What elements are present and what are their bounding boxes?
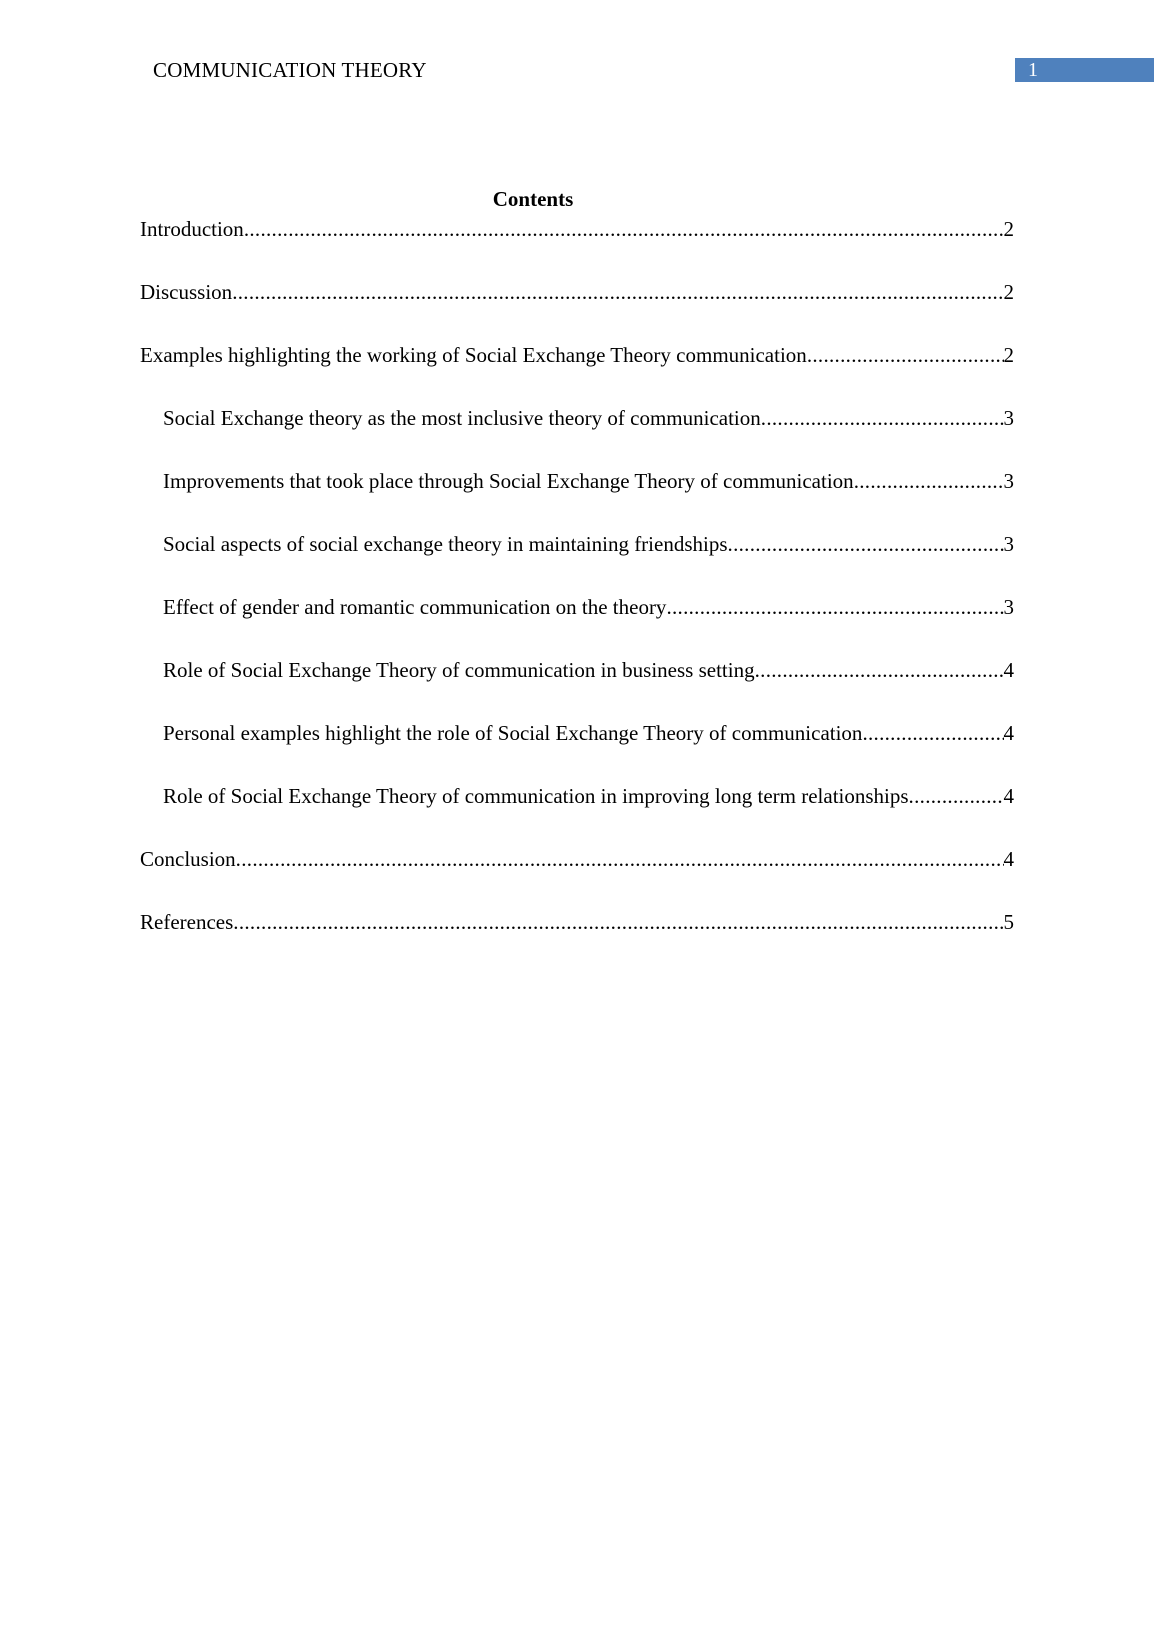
toc-entry-text: Introduction bbox=[140, 217, 244, 241]
toc-page-number: 4 bbox=[1003, 721, 1014, 745]
toc-entry-personal-examples[interactable] bbox=[140, 720, 1014, 783]
toc-dot-leader bbox=[244, 216, 1004, 242]
toc-page-number: 3 bbox=[1003, 532, 1014, 556]
toc-page-number: 4 bbox=[1003, 847, 1014, 871]
toc-entry-text: Personal examples highlight the role of Social Exchange Theory of communication bbox=[163, 721, 863, 745]
toc-entry-inclusive-theory[interactable] bbox=[140, 405, 1014, 468]
toc-entry-text: Improvements that took place through Social Exchange Theory of communication bbox=[163, 469, 854, 493]
toc-dot-leader bbox=[755, 657, 1004, 683]
toc-dot-leader bbox=[236, 846, 1004, 872]
toc-entry-long-term-relationships[interactable] bbox=[140, 783, 1014, 846]
toc-page-number: 5 bbox=[1003, 910, 1014, 934]
toc-dot-leader bbox=[909, 783, 1004, 809]
toc-page-number: 2 bbox=[1003, 343, 1014, 367]
toc-entry-business-setting[interactable] bbox=[140, 657, 1014, 720]
toc-entry-text: References bbox=[140, 910, 234, 934]
toc-entry-text: Discussion bbox=[140, 280, 233, 304]
toc-page-number: 4 bbox=[1003, 658, 1014, 682]
toc-entry-friendships[interactable] bbox=[140, 531, 1014, 594]
toc-entry-text: Examples highlighting the working of Social Exchange Theory communication bbox=[140, 343, 807, 367]
toc-page-number: 4 bbox=[1003, 784, 1014, 808]
toc-entry-text: Social Exchange theory as the most inclusive theory of communication bbox=[163, 406, 761, 430]
toc-entry-discussion[interactable] bbox=[140, 279, 1014, 342]
toc-entry-text: Effect of gender and romantic communication on the theory bbox=[163, 595, 667, 619]
toc-page-number: 3 bbox=[1003, 595, 1014, 619]
toc-heading: Contents bbox=[492, 187, 574, 211]
toc-entry-text: Conclusion bbox=[140, 847, 236, 871]
toc-dot-leader bbox=[807, 342, 1004, 368]
toc-page-number: 3 bbox=[1003, 406, 1014, 430]
toc-entry-text: Role of Social Exchange Theory of communication in improving long term relationships bbox=[163, 784, 909, 808]
toc-entry-introduction[interactable] bbox=[140, 216, 1014, 279]
toc-dot-leader bbox=[854, 468, 1004, 494]
toc-entry-text: Role of Social Exchange Theory of communication in business setting bbox=[163, 658, 755, 682]
toc-page-number: 2 bbox=[1003, 217, 1014, 241]
toc-dot-leader bbox=[761, 405, 1004, 431]
toc-entry-conclusion[interactable] bbox=[140, 846, 1014, 909]
toc-entry-improvements[interactable] bbox=[140, 468, 1014, 531]
running-header-title: COMMUNICATION THEORY bbox=[153, 58, 427, 82]
toc-page-number: 3 bbox=[1003, 469, 1014, 493]
toc-dot-leader bbox=[862, 720, 1003, 746]
toc-dot-leader bbox=[233, 909, 1003, 935]
toc-dot-leader bbox=[728, 531, 1004, 557]
page-number-badge: 1 bbox=[1015, 58, 1154, 82]
toc-page-number: 2 bbox=[1003, 280, 1014, 304]
toc-dot-leader bbox=[666, 594, 1003, 620]
toc-entry-references[interactable] bbox=[140, 909, 1014, 972]
toc-entry-gender-romantic[interactable] bbox=[140, 594, 1014, 657]
toc-dot-leader bbox=[232, 279, 1003, 305]
table-of-contents bbox=[140, 216, 1014, 972]
toc-entry-examples[interactable] bbox=[140, 342, 1014, 405]
toc-entry-text: Social aspects of social exchange theory in maintaining friendships bbox=[163, 532, 728, 556]
